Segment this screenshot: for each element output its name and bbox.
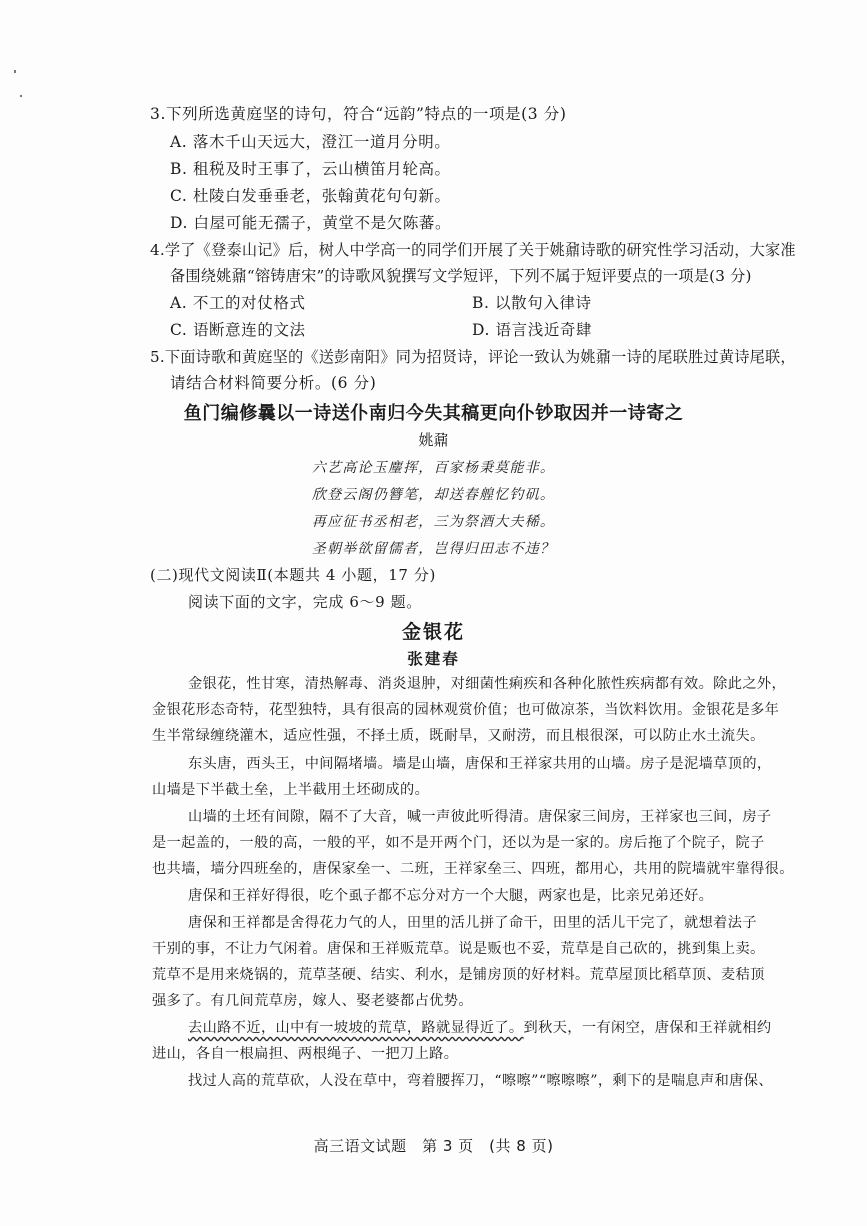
underlined-sentence: 去山路不近，山中有一坡坡的荒草，路就显得近了。 bbox=[188, 1020, 524, 1036]
article-line: 也共墙，墙分四班垒的，唐保家垒一、二班，王祥家垒三、四班，都用心，共用的院墙就牢靠得很。 bbox=[152, 861, 794, 877]
article-line: 唐保和王祥都是舍得花力气的人，田里的活儿拼了命干，田里的活儿干完了，就想着法子 bbox=[188, 915, 757, 931]
question-3-stem: 3.下列所选黄庭坚的诗句，符合“远韵”特点的一项是(3 分) bbox=[150, 105, 567, 123]
section-instruction: 阅读下面的文字，完成 6～9 题。 bbox=[188, 593, 422, 611]
article-line: 找过人高的荒草砍，人没在草中，弯着腰挥刀，“嚓嚓”“嚓嚓嚓”，剩下的是喘息声和唐保、 bbox=[188, 1073, 773, 1089]
poem-author: 姚鼐 bbox=[418, 431, 449, 449]
page-footer: 高三语文试题 第 3 页 (共 8 页) bbox=[313, 1137, 554, 1155]
poem-line-2: 欣登云阁仍簪笔，却送春艎忆钓矶。 bbox=[311, 487, 556, 503]
question-4-stem-line1: 4.学了《登泰山记》后，树人中学高一的同学们开展了关于姚鼐诗歌的研究性学习活动，大家准 bbox=[150, 241, 796, 259]
question-4-stem-line2: 备围绕姚鼐“镕铸唐宋”的诗歌风貌撰写文学短评，下列不属于短评要点的一项是(3 分) bbox=[170, 267, 752, 285]
article-line-with-underline bbox=[188, 1018, 772, 1038]
question-4-option-d: D. 语言浅近奇肆 bbox=[472, 321, 593, 339]
article-line: 唐保和王祥好得很，吃个虱子都不忘分对方一个大腿，两家也是，比亲兄弟还好。 bbox=[188, 888, 714, 904]
scan-speck bbox=[20, 95, 22, 97]
question-3-option-a: A. 落木千山天远大，澄江一道月分明。 bbox=[170, 133, 451, 151]
article-line: 荒草不是用来烧锅的，荒草茎硬、结实、利水，是铺房顶的好材料。荒草屋顶比稻草顶、麦秸顶 bbox=[152, 967, 765, 983]
article-line-rest: 到秋天，一有闲空，唐保和王祥就相约 bbox=[523, 1020, 772, 1036]
article-line: 山墙是下半截土垒，上半截用土坯砌成的。 bbox=[152, 782, 430, 798]
article-line: 进山，各自一根扁担、两根绳子、一把刀上路。 bbox=[152, 1046, 459, 1062]
scan-speck bbox=[14, 70, 16, 73]
question-3-option-c: C. 杜陵白发垂垂老，张翰黄花句句新。 bbox=[170, 187, 451, 205]
article-title: 金银花 bbox=[401, 621, 465, 643]
section-heading: (二)现代文阅读Ⅱ(本题共 4 小题，17 分) bbox=[150, 566, 436, 584]
article-line: 是一起盖的，一般的高，一般的平，如不是开两个门，还以为是一家的。房后拖了个院子，院子 bbox=[152, 835, 765, 851]
article-line: 生半常绿缠绕灌木，适应性强，不择土质，既耐旱，又耐涝，而且根很深，可以防止水土流失。 bbox=[152, 728, 765, 744]
question-5-stem-line1: 5.下面诗歌和黄庭坚的《送彭南阳》同为招贤诗，评论一致认为姚鼐一诗的尾联胜过黄诗尾联， bbox=[150, 348, 796, 366]
article-line: 山墙的土坯有间隙，隔不了大音，喊一声彼此听得清。唐保家三间房，王祥家也三间，房子 bbox=[188, 809, 772, 825]
question-4-option-b: B. 以散句入律诗 bbox=[472, 294, 592, 312]
poem-line-1: 六艺高论玉麈挥，百家杨秉莫能非。 bbox=[311, 460, 556, 476]
poem-line-3: 再应征书丞相老，三为祭酒大夫稀。 bbox=[311, 514, 556, 530]
question-5-stem-line2: 请结合材料简要分析。(6 分) bbox=[170, 374, 377, 392]
article-line: 金银花形态奇特，花型独特，具有很高的园林观赏价值；也可做凉茶，当饮料饮用。金银花是多年 bbox=[152, 702, 780, 718]
question-4-option-c: C. 语断意连的文法 bbox=[170, 321, 306, 339]
question-3-option-d: D. 白屋可能无孺子，黄堂不是欠陈蕃。 bbox=[170, 214, 452, 232]
question-4-option-a: A. 不工的对仗格式 bbox=[170, 294, 306, 312]
article-line: 干别的事，不让力气闲着。唐保和王祥贩荒草。说是贩也不妥，荒草是自己砍的，挑到集上卖。 bbox=[152, 941, 765, 957]
article-line: 金银花，性甘寒，清热解毒、消炎退肿，对细菌性痢疾和各种化脓性疾病都有效。除此之外， bbox=[188, 676, 787, 692]
poem-line-4: 圣朝举欲留儒者，岂得归田志不违？ bbox=[311, 541, 556, 557]
question-3-option-b: B. 租税及时王事了，云山横笛月轮高。 bbox=[170, 160, 451, 178]
article-author: 张建春 bbox=[407, 650, 460, 668]
article-line: 东头唐，西头王，中间隔堵墙。墙是山墙，唐保和王祥家共用的山墙。房子是泥墙草顶的， bbox=[188, 756, 772, 772]
article-line: 强多了。有几间荒草房，嫁人、娶老婆都占优势。 bbox=[152, 993, 473, 1009]
poem-title: 鱼门编修曩以一诗送仆南归今失其稿更向仆钞取因并一诗寄之 bbox=[183, 403, 684, 424]
